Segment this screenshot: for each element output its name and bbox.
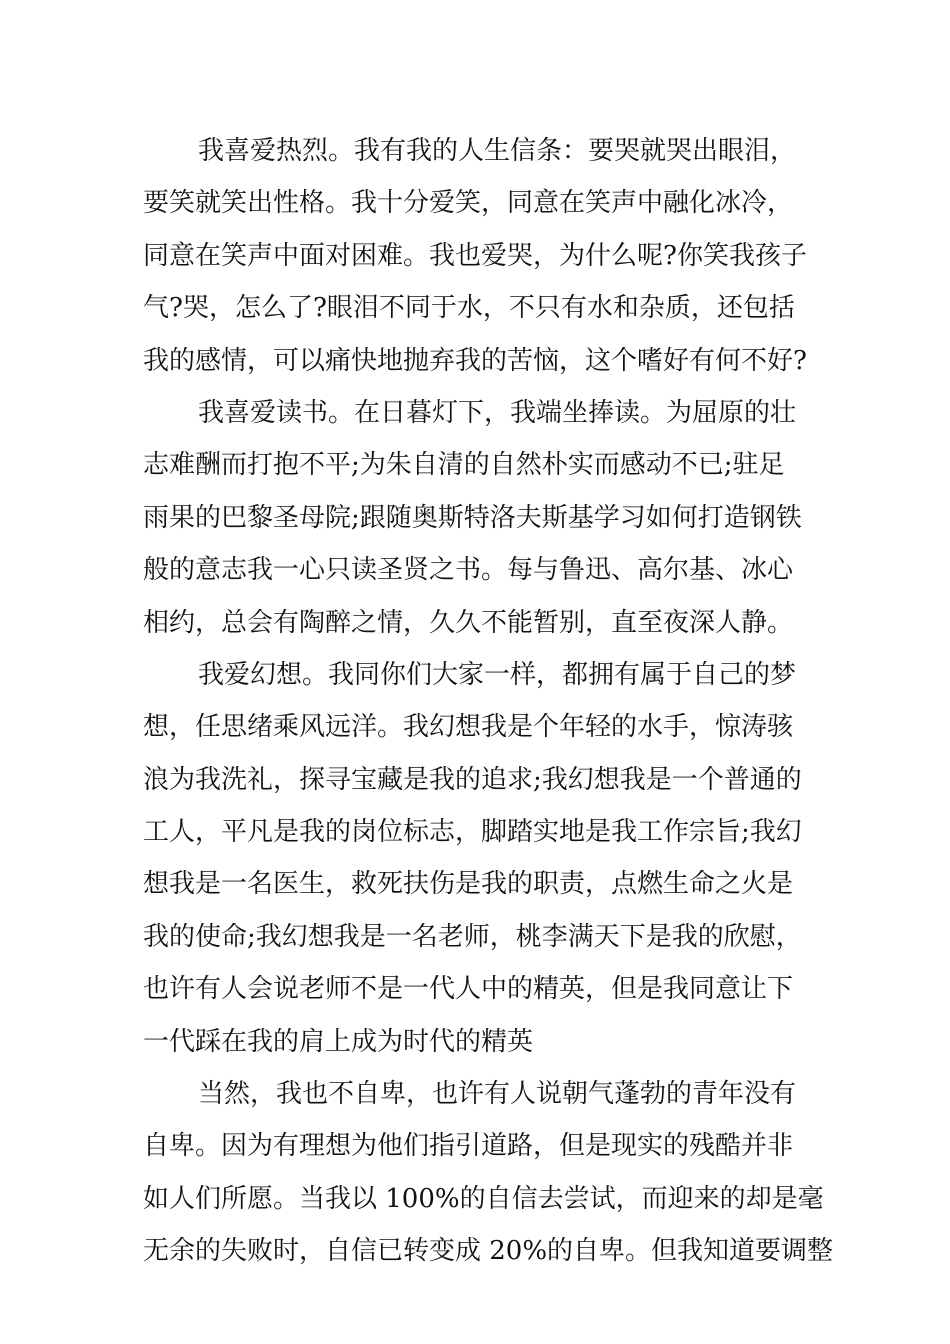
text-line: 我的使命;我幻想我是一名老师，桃李满天下是我的欣慰，: [143, 921, 802, 952]
text-line: 同意在笑声中面对困难。我也爱哭，为什么呢?你笑我孩子: [143, 240, 807, 271]
text-line: 志难酬而打抱不平;为朱自清的自然朴实而感动不已;驻足: [143, 450, 785, 481]
text-line: 雨果的巴黎圣母院;跟随奥斯特洛夫斯基学习如何打造钢铁: [143, 502, 802, 533]
text-line: 我的感情，可以痛快地抛弃我的苦恼，这个嗜好有何不好?: [143, 345, 807, 376]
text-line: 我爱幻想。我同你们大家一样，都拥有属于自己的梦: [198, 659, 797, 690]
text-line: 浪为我洗礼，探寻宝藏是我的追求;我幻想我是一个普通的: [143, 764, 802, 795]
text-line: 我喜爱读书。在日暮灯下，我端坐捧读。为屈原的壮: [198, 397, 797, 428]
paragraph-2: [143, 387, 813, 649]
document-body: [143, 125, 834, 1278]
text-line: 想，任思绪乘风远洋。我幻想我是个年轻的水手，惊涛骇: [143, 712, 794, 743]
text-line: 也许有人会说老师不是一代人中的精英，但是我同意让下: [143, 974, 794, 1005]
text-line: 想我是一名医生，救死扶伤是我的职责，点燃生命之火是: [143, 869, 794, 900]
text-line: 要笑就笑出性格。我十分爱笑，同意在笑声中融化冰冷，: [143, 188, 794, 219]
text-line: 当然，我也不自卑，也许有人说朝气蓬勃的青年没有: [198, 1079, 797, 1110]
text-line: 工人，平凡是我的岗位标志，脚踏实地是我工作宗旨;我幻: [143, 817, 802, 848]
paragraph-4: [143, 1068, 834, 1278]
text-line: 无余的失败时，自信已转变成 20%的自卑。但我知道要调整: [143, 1236, 834, 1267]
paragraph-3: [143, 649, 813, 1068]
text-line: 相约，总会有陶醉之情，久久不能暂别，直至夜深人静。: [143, 607, 794, 638]
text-line: 我喜爱热烈。我有我的人生信条：要哭就哭出眼泪，: [198, 136, 797, 166]
text-line: 气?哭，怎么了?眼泪不同于水，不只有水和杂质，还包括: [143, 293, 795, 324]
text-line: 自卑。因为有理想为他们指引道路，但是现实的残酷并非: [143, 1131, 794, 1162]
paragraph-1: [143, 125, 813, 387]
text-line: 如人们所愿。当我以 100%的自信去尝试，而迎来的却是毫: [143, 1183, 824, 1214]
text-line: 一代踩在我的肩上成为时代的精英: [143, 1026, 534, 1057]
text-line: 般的意志我一心只读圣贤之书。每与鲁迅、高尔基、冰心: [143, 555, 794, 586]
